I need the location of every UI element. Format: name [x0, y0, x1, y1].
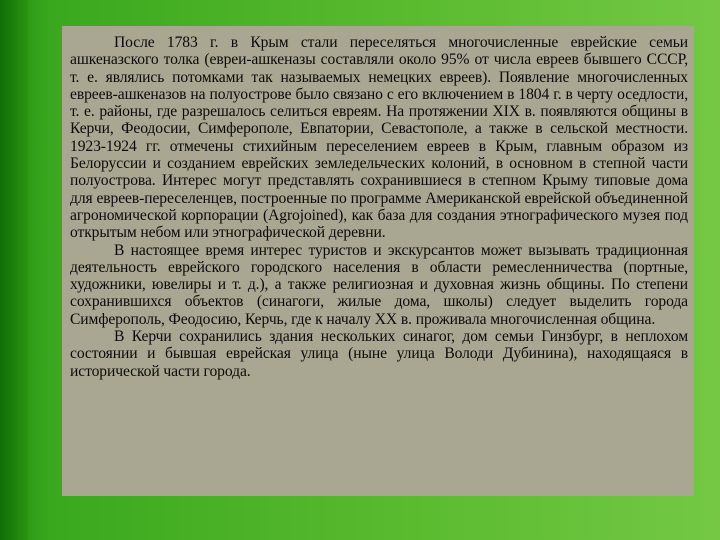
paragraph-tourist-interest: В настоящее время интерес туристов и экскурсантов может вызывать традиционная деятельность еврейского городского населения в области ремесленничества (портные, художники, ювелиры и т. д.), а также религиозная и духовная жизнь общины. По степени сохранившихся объектов (синагоги, жилые дома, школы) следует выделить города Симферополь, Феодосию, Керчь, где к началу XX в. проживала многочисленная община. — [70, 241, 688, 328]
paragraph-settlement-history: После 1783 г. в Крым стали переселяться многочисленные еврейские семьи ашкеназского толка (евреи-ашкеназы составляли около 95% от числа евреев бывшего СССР, т. е. являлись потомками так называемых немецких евреев). Появление многочисленных евреев-ашкеназов на полуострове было связано с его включением в 1804 г. в черту оседлости, т. е. районы, где разрешалось селиться евреям. На протяжении XIX в. появляются общины в Керчи, Феодосии, Симферополе, Евпатории, Севастополе, а также в сельской местности. 1923-1924 гг. отмечены стихийным переселением евреев в Крым, главным образом из Белоруссии и созданием еврейских земледельческих колоний, в основном в степной части полуострова. Интерес могут представлять сохранившиеся в степном Крыму типовые дома для евреев-переселенцев, построенные по программе Американской еврейской объединенной агрономической корпорации (Agrojoined), как база для создания этнографического музея под открытым небом или этнографической деревни. — [70, 34, 688, 242]
left-accent-bar — [0, 0, 28, 540]
text-panel — [62, 26, 694, 496]
paragraph-kerch-sites: В Керчи сохранились здания нескольких синагог, дом семьи Гинзбург, в неплохом состоянии и бывшая еврейская улица (ныне улица Володи Дубинина), находящаяся в исторической части города. — [70, 328, 688, 380]
